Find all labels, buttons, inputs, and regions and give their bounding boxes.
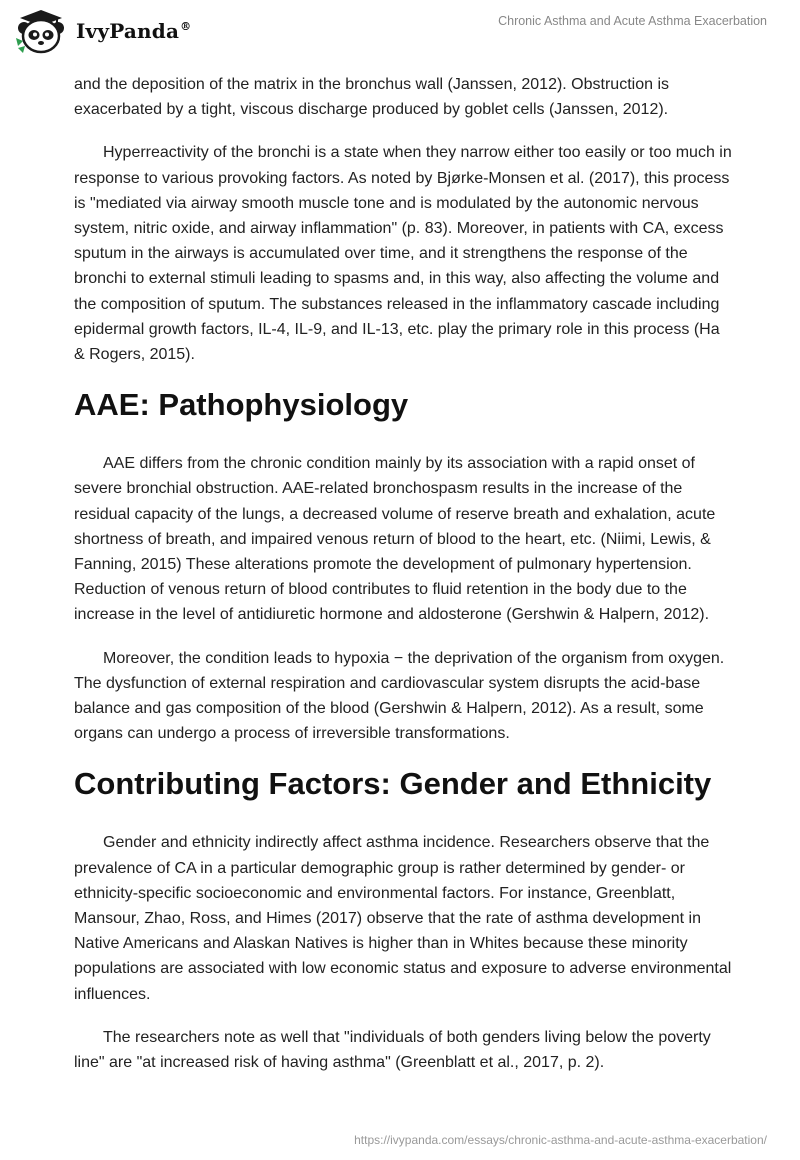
panda-logo-icon <box>14 8 68 54</box>
registered-mark: ® <box>180 20 192 34</box>
section-heading-contributing-factors: Contributing Factors: Gender and Ethnicity <box>74 766 712 802</box>
paragraph: The researchers note as well that "individuals of both genders living below the poverty line" are "at increased risk of having asthma" (Greenblatt et al., 2017, p. 2). <box>74 1028 711 1072</box>
paragraph: and the deposition of the matrix in the bronchus wall (Janssen, 2012). Obstruction is exacerbated by a tight, viscous discharge produced by goblet cells (Janssen, 2012). <box>74 76 669 119</box>
paragraph: Hyperreactivity of the bronchi is a state when they narrow either too easily or too much in response to various provoking factors. As noted by Bjørke-Monsen et al. (2017), this process is "mediated via airway smooth muscle tone and is modulated by the autonomic nervous system, nitric oxide, and airway inflammation" (p. 83). Moreover, in patients with CA, excess sputum in the airways is accumulated over time, and it strengthens the response of the bronchi to external stimuli leading to spasms and, in this way, also affecting the volume and the composition of sputum. The substances released in the inflammatory cascade including epidermal growth factors, IL-4, IL-9, and IL-13, etc. play the primary role in this process (Ha & Rogers, 2015). <box>74 144 732 364</box>
site-logo[interactable] <box>14 8 191 54</box>
essay-content <box>74 72 734 1093</box>
paragraph: Moreover, the condition leads to hypoxia − the deprivation of the organism from oxygen. The dysfunction of external respiration and cardiovascular system disrupts the acid-base balance and gas composition of the blood (Gershwin & Halpern, 2012). As a result, some organs can undergo a process of irreversible transformations. <box>74 649 725 743</box>
source-url[interactable]: https://ivypanda.com/essays/chronic-asthma-and-acute-asthma-exacerbation/ <box>354 1133 767 1147</box>
section-heading-pathophysiology: AAE: Pathophysiology <box>74 387 409 423</box>
paragraph: AAE differs from the chronic condition mainly by its association with a rapid onset of severe bronchial obstruction. AAE-related bronchospasm results in the increase of the residual capacity of the lungs, a decreased volume of reserve breath and exhalation, acute shortness of breath, and impaired venous return of blood to the heart, etc. (Niimi, Lewis, & Fanning, 2015) These alterations promote the development of pulmonary hypertension. Reduction of venous return of blood contributes to fluid retention in the body due to the increase in the level of antidiuretic hormone and aldosterone (Gershwin & Halpern, 2012). <box>74 455 716 624</box>
document-title: Chronic Asthma and Acute Asthma Exacerbation <box>498 14 767 28</box>
logo-text: IvyPanda® <box>76 19 192 43</box>
page-header <box>0 0 800 62</box>
paragraph: Gender and ethnicity indirectly affect asthma incidence. Researchers observe that the prevalence of CA in a particular demographic group is rather determined by gender- or ethnicity-specific socioeconomic and environmental factors. For instance, Greenblatt, Mansour, Zhao, Ross, and Himes (2017) observe that the rate of asthma development in Native Americans and Alaskan Natives is higher than in Whites because these minority populations are associated with low economic status and exposure to adverse environmental influences. <box>74 834 732 1003</box>
